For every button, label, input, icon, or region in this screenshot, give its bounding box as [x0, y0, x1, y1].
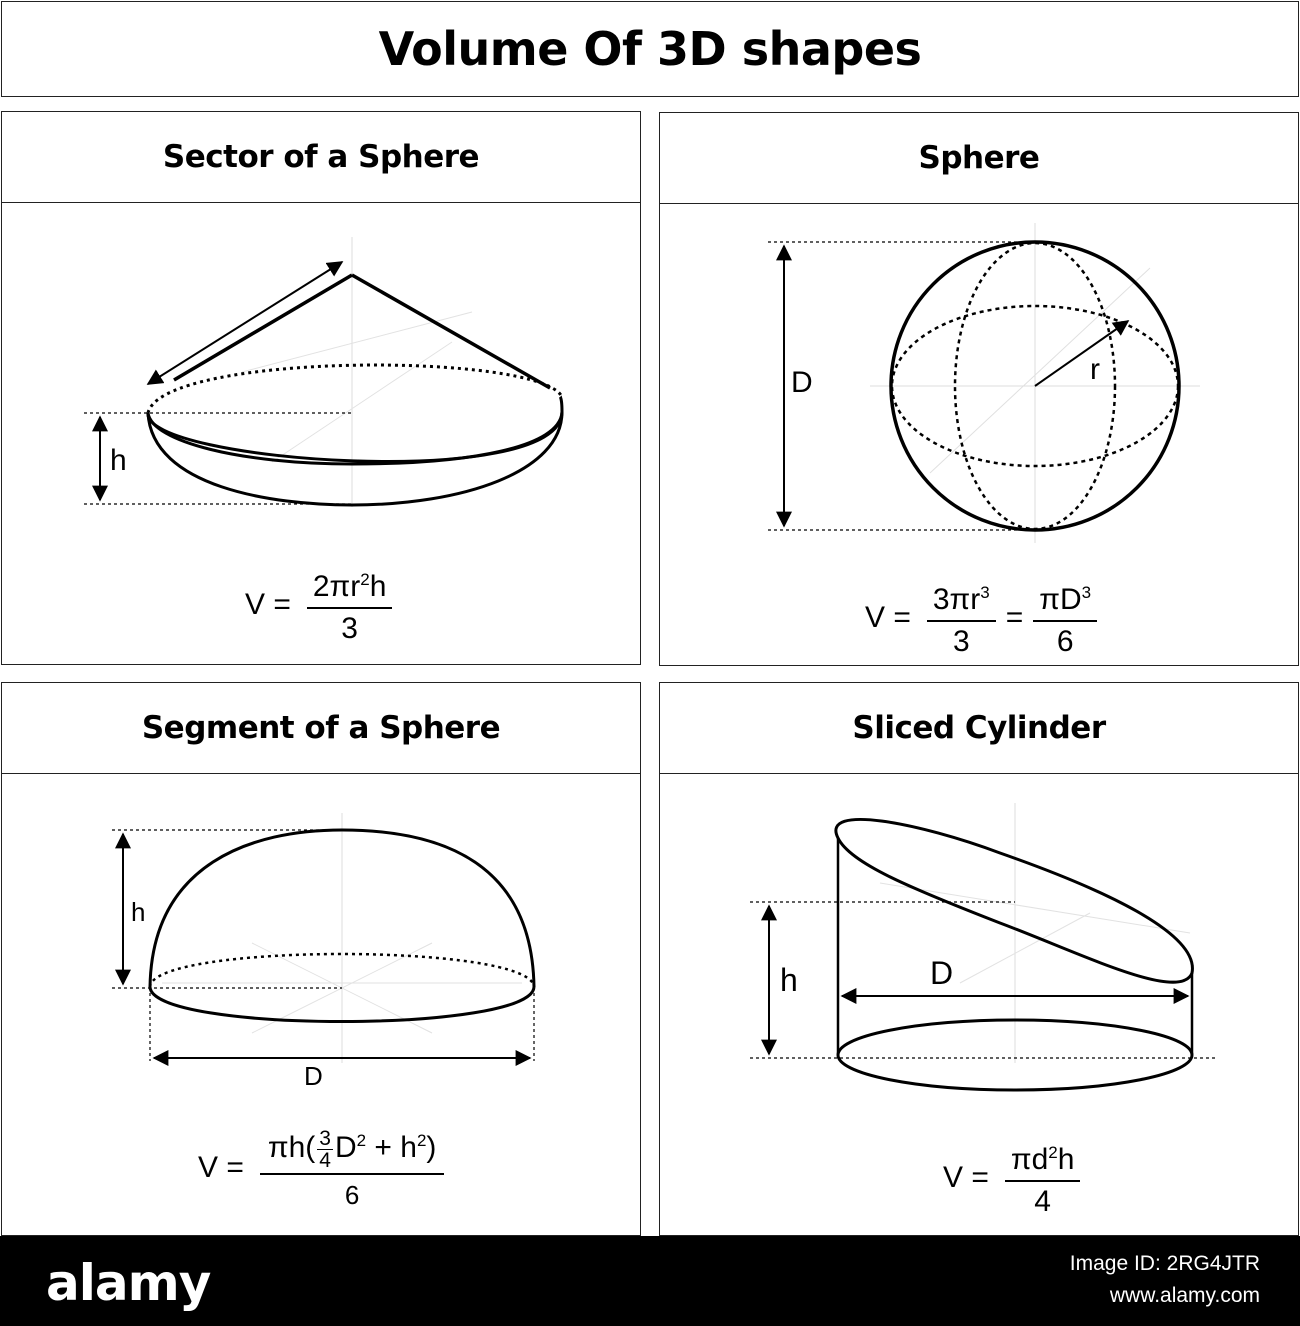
fraction-1 — [927, 575, 996, 660]
fraction — [307, 562, 393, 647]
sector-formula — [245, 562, 398, 647]
r-label: r — [1090, 353, 1100, 386]
D-label: D — [930, 955, 954, 991]
panel-heading: Segment of a Sphere — [2, 683, 640, 774]
page-title: Volume Of 3D shapes — [378, 22, 922, 76]
numerator-tail: h — [1057, 1143, 1075, 1176]
title-box — [1, 1, 1299, 97]
cylinder-formula — [943, 1135, 1086, 1220]
fraction — [260, 1123, 445, 1213]
numerator-part: πh( — [267, 1131, 316, 1164]
footer-url: www.alamy.com — [1109, 1284, 1260, 1307]
panel-heading: Sector of a Sphere — [2, 112, 640, 203]
D-label: D — [304, 1061, 323, 1091]
exponent: 3 — [1081, 583, 1092, 602]
exponent: 2 — [416, 1131, 427, 1150]
panel-sector-of-sphere — [1, 111, 641, 665]
inner-numerator: 3 — [319, 1126, 331, 1150]
formula-lhs: V = — [245, 587, 291, 621]
panel-heading: Sphere — [660, 113, 1298, 204]
panel-sliced-cylinder — [659, 682, 1299, 1236]
numerator: 2πr — [312, 570, 361, 603]
numerator: 3πr — [932, 583, 981, 616]
panel-sphere — [659, 112, 1299, 666]
equals-sign: = — [1005, 600, 1024, 634]
image-id: Image ID: 2RG4JTR — [1069, 1252, 1260, 1275]
D-label: D — [791, 366, 813, 399]
inner-denominator: 4 — [319, 1148, 331, 1172]
numerator-part: D — [334, 1131, 357, 1164]
numerator-part: ) — [426, 1131, 437, 1164]
exponent: 3 — [980, 583, 990, 602]
alamy-logo: alamy — [46, 1254, 211, 1312]
h-label: h — [131, 897, 146, 927]
numerator-tail: h — [369, 570, 387, 603]
h-label: h — [110, 444, 127, 477]
numerator: πd — [1010, 1143, 1049, 1176]
fraction-2 — [1033, 575, 1097, 660]
denominator: 6 — [1056, 625, 1074, 658]
watermark-footer — [0, 1236, 1300, 1326]
denominator: 6 — [344, 1179, 360, 1210]
inner-fraction — [317, 1128, 333, 1171]
numerator-part: + h — [366, 1131, 417, 1164]
denominator: 3 — [952, 625, 970, 658]
exponent: 2 — [1048, 1143, 1058, 1162]
h-label: h — [780, 962, 798, 998]
numerator: πD — [1039, 583, 1082, 616]
panel-segment-of-sphere — [1, 682, 641, 1236]
segment-formula — [198, 1123, 450, 1213]
exponent: 2 — [356, 1131, 367, 1150]
denominator: 4 — [1034, 1185, 1051, 1218]
denominator: 3 — [341, 612, 358, 645]
formula-lhs: V = — [943, 1160, 989, 1194]
exponent: 2 — [360, 570, 370, 589]
sphere-formula — [865, 575, 1103, 660]
panel-heading: Sliced Cylinder — [660, 683, 1298, 774]
fraction — [1005, 1135, 1081, 1220]
formula-lhs: V = — [198, 1150, 244, 1184]
formula-lhs: V = — [865, 600, 911, 634]
